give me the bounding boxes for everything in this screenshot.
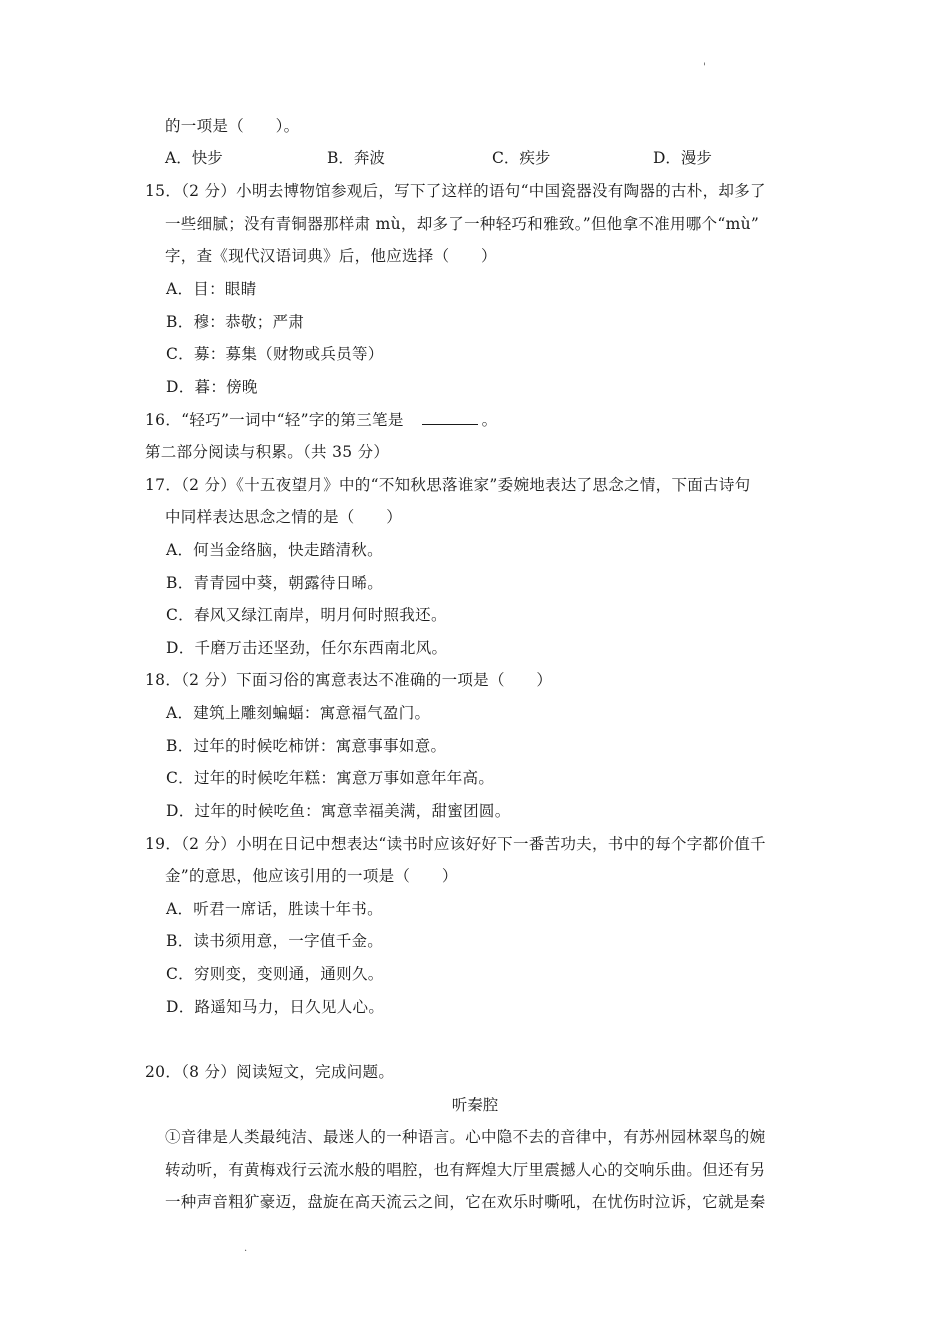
q16-text: 16．“轻巧”一词中“轻”字的第三笔是	[145, 411, 404, 429]
q18-stem: 18．（2 分）下面习俗的寓意表达不准确的一项是（ ）	[145, 671, 553, 689]
q19-option-c: C．穷则变，变则通，通则久。	[166, 965, 384, 983]
q14-option-a: A．快步	[165, 149, 223, 167]
q15-option-d: D．暮：傍晚	[166, 378, 258, 396]
q17-stem-line-2: 中同样表达思念之情的是（ ）	[165, 508, 403, 526]
q17-stem-line-1: 17．（2 分）《十五夜望月》中的“不知秋思落谁家”委婉地表达了思念之情，下面古诗句	[145, 476, 751, 494]
q18-option-d: D．过年的时候吃鱼：寓意幸福美满，甜蜜团圆。	[166, 802, 511, 820]
q15-stem-line-1: 15．（2 分）小明去博物馆参观后，写下了这样的语句“中国瓷器没有陶器的古朴，却多了	[145, 182, 766, 200]
q15-option-c: C．募：募集（财物或兵员等）	[166, 345, 384, 363]
footer-mark: .	[244, 1243, 248, 1254]
q14-stem-continuation: 的一项是（ ）。	[165, 117, 300, 135]
part-2-heading: 第二部分阅读与积累。（共 35 分）	[145, 443, 390, 461]
passage-line-3: 一种声音粗犷豪迈，盘旋在高天流云之间，它在欢乐时嘶吼，在忧伤时泣诉，它就是秦	[165, 1193, 766, 1211]
q18-option-a: A．建筑上雕刻蝙蝠：寓意福气盈门。	[166, 704, 431, 722]
q18-option-b: B．过年的时候吃柿饼：寓意事事如意。	[166, 737, 447, 755]
q19-option-a: A．听君一席话，胜读十年书。	[166, 900, 383, 918]
passage-line-2: 转动听，有黄梅戏行云流水般的唱腔，也有辉煌大厅里震撼人心的交响乐曲。但还有另	[165, 1161, 766, 1179]
q16-answer-blank[interactable]	[422, 410, 478, 425]
q16-stem	[145, 410, 497, 430]
q18-option-c: C．过年的时候吃年糕：寓意万事如意年年高。	[166, 769, 495, 787]
q19-stem-line-2: 金”的意思，他应该引用的一项是（ ）	[165, 867, 458, 885]
q14-option-d: D．漫步	[653, 149, 712, 167]
q15-stem-line-3: 字，查《现代汉语词典》后，他应选择（ ）	[165, 247, 497, 265]
q15-option-b: B．穆：恭敬；严肃	[166, 313, 305, 331]
header-mark: '	[703, 62, 706, 73]
q17-option-d: D．千磨万击还坚劲，任尔东西南北风。	[166, 639, 448, 657]
q17-option-b: B．青青园中葵，朝露待日晞。	[166, 574, 384, 592]
q14-option-c: C．疾步	[492, 149, 551, 167]
q20-stem: 20．（8 分）阅读短文，完成问题。	[145, 1063, 395, 1081]
q19-option-d: D．路遥知马力，日久见人心。	[166, 998, 385, 1016]
passage-title: 听秦腔	[451, 1096, 499, 1114]
q14-option-b: B．奔波	[327, 149, 385, 167]
q16-end: 。	[481, 411, 498, 429]
passage-line-1: ①音律是人类最纯洁、最迷人的一种语言。心中隐不去的音律中，有苏州园林翠鸟的婉	[165, 1128, 766, 1146]
q15-stem-line-2: 一些细腻；没有青铜器那样肃 mù，却多了一种轻巧和雅致。”但他拿不准用哪个“mù”	[165, 215, 760, 233]
q19-stem-line-1: 19．（2 分）小明在日记中想表达“读书时应该好好下一番苦功夫，书中的每个字都价值千	[145, 835, 766, 853]
q19-option-b: B．读书须用意，一字值千金。	[166, 932, 384, 950]
q15-option-a: A．目：眼睛	[166, 280, 257, 298]
q17-option-c: C．春风又绿江南岸，明月何时照我还。	[166, 606, 447, 624]
q17-option-a: A．何当金络脑，快走踏清秋。	[166, 541, 383, 559]
